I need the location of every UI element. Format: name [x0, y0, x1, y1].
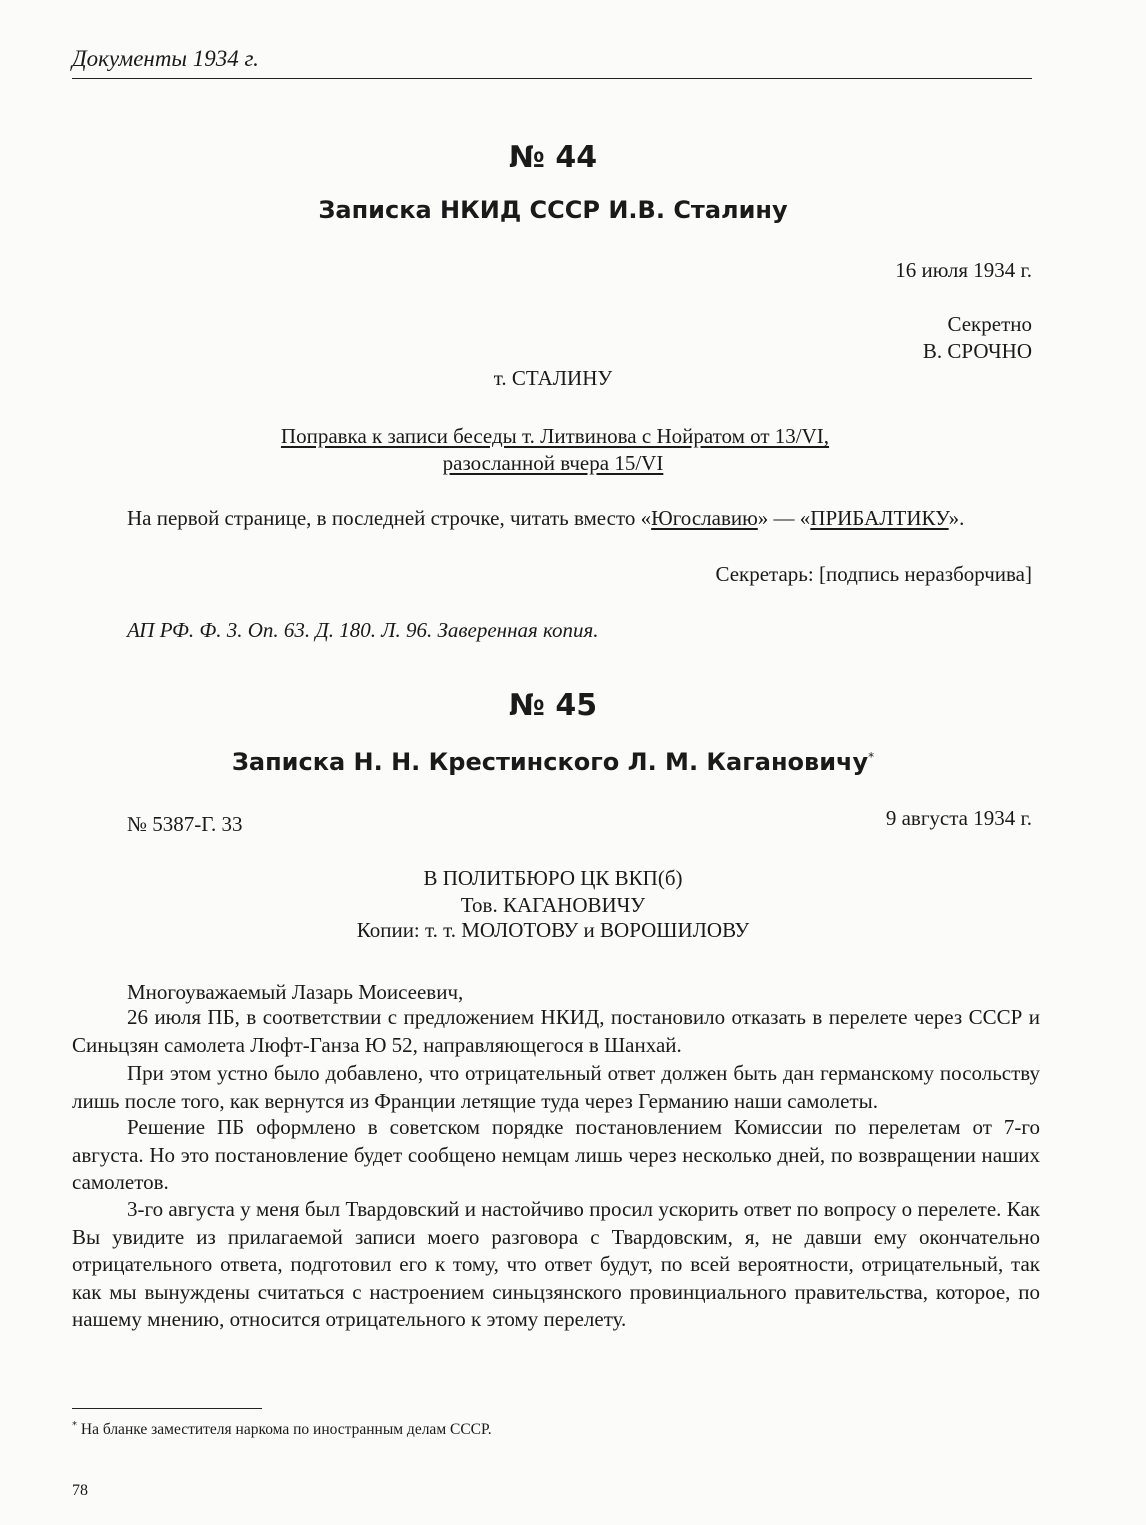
- doc45-paragraph-1: 26 июля ПБ, в соответствии с предложением НКИД, постановило отказать в перелете через СССР и Синьцзян самолета Люфт-Ганза Ю 52, направляющегося в Шанхай.: [72, 1005, 1040, 1057]
- page-number: 78: [72, 1482, 88, 1499]
- doc45-number: № 45: [508, 688, 598, 723]
- doc44-body-suffix: ».: [948, 506, 965, 530]
- running-head: Документы 1934 г.: [72, 46, 259, 71]
- doc44-signature: Секретарь: [подпись неразборчива]: [715, 562, 1032, 586]
- doc45-salutation: Многоуважаемый Лазарь Моисеевич,: [127, 980, 464, 1004]
- doc44-addressee: т. СТАЛИНУ: [493, 366, 613, 390]
- doc45-paragraph-3: Решение ПБ оформлено в советском порядке постановлением Комиссии по перелетам от 7-го августа. Но это постановление будет сообщено немцам лишь через несколько дней, по возвращении наших самолетов.: [72, 1115, 1040, 1194]
- footnote-text: На бланке заместителя наркома по иностранным делам СССР.: [80, 1421, 492, 1439]
- footnote-mark: *: [72, 1420, 77, 1431]
- doc44-subject-line2: разосланной вчера 15/VI: [442, 451, 664, 475]
- footnote: [72, 1420, 492, 1439]
- doc45-addressee1: В ПОЛИТБЮРО ЦК ВКП(б): [423, 866, 683, 890]
- doc45-addressee3: Копии: т. т. МОЛОТОВУ и ВОРОШИЛОВУ: [356, 918, 750, 942]
- doc44-body: [127, 506, 964, 531]
- doc45-addressee2: Тов. КАГАНОВИЧУ: [460, 893, 646, 917]
- doc44-number: № 44: [508, 140, 598, 175]
- doc45-ref-number: № 5387-Г. 33: [127, 812, 243, 836]
- doc44-body-mid: » — «: [757, 506, 811, 530]
- doc44-date: 16 июля 1934 г.: [895, 258, 1032, 282]
- header-rule: [72, 78, 1032, 79]
- doc45-title-text: Записка Н. Н. Крестинского Л. М. Кагановичу: [231, 748, 869, 776]
- doc44-archive: АП РФ. Ф. 3. Оп. 63. Д. 180. Л. 96. Заверенная копия.: [127, 618, 599, 642]
- doc44-title: Записка НКИД СССР И.В. Сталину: [318, 196, 788, 224]
- doc45-paragraph-4: 3-го августа у меня был Твардовский и настойчиво просил ускорить ответ по вопросу о перелете. Как Вы увидите из прилагаемой записи моего разговора с Твардовским, я, не давши ему окончательно отрицательного ответа, подготовил его к тому, что ответ будут, по всей вероятности, отрицательный, так как мы вынуждены считаться с настроением синьцзянского провинциального правительства, которое, по нашему мнению, относится отрицательного к этому перелету.: [72, 1197, 1040, 1331]
- footnote-rule: [72, 1408, 262, 1409]
- doc45-date: 9 августа 1934 г.: [885, 806, 1032, 830]
- doc45-title-footnote-mark: *: [868, 750, 875, 764]
- doc45-paragraph-2: При этом устно было добавлено, что отрицательный ответ должен быть дан германскому посольству лишь после того, как вернутся из Франции летящие туда через Германию наши самолеты.: [72, 1061, 1040, 1113]
- doc45-title: [0, 748, 1106, 776]
- doc44-body-prefix: На первой странице, в последней строчке, читать вместо «: [127, 506, 652, 530]
- doc44-secrecy: Секретно: [947, 312, 1032, 336]
- doc44-urgency: В. СРОЧНО: [922, 339, 1032, 363]
- doc44-body-word2: ПРИБАЛТИКУ: [810, 506, 949, 530]
- doc44-subject-line1: Поправка к записи беседы т. Литвинова с Нойратом от 13/VI,: [280, 424, 830, 448]
- doc44-body-word1: Югославию: [651, 506, 758, 530]
